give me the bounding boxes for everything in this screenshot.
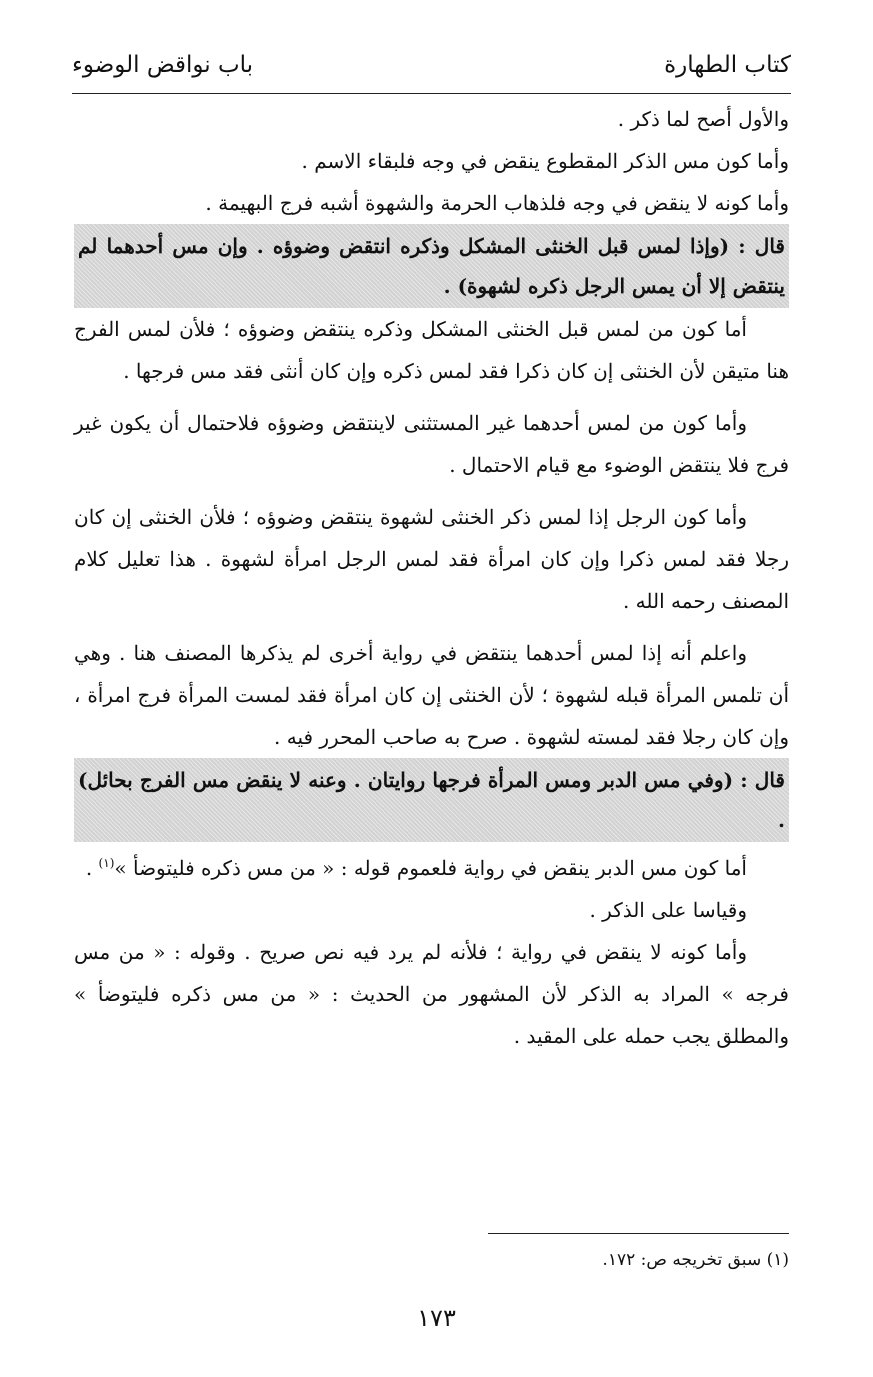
- running-header: [72, 50, 791, 90]
- page-number: ١٧٣: [417, 1304, 456, 1332]
- quoted-matn: قال : (وإذا لمس قبل الخنثى المشكل وذكره انتقض وضوؤه . وإن مس أحدهما لم ينتقض إلا أن يمس الرجل ذكره لشهوة) .: [74, 224, 789, 308]
- paragraph: وقياسا على الذكر .: [589, 898, 747, 922]
- paragraph: وأما كون مس الذكر المقطوع ينقض في وجه فلبقاء الاسم .: [301, 149, 789, 173]
- paragraph-text: أما كون مس الدبر ينقض في رواية فلعموم قوله : « من مس ذكره فليتوضأ »: [114, 856, 747, 880]
- paragraph: وأما كون من لمس أحدهما غير المستثنى لاينتقض وضوؤه فلاحتمال أن يكون غير فرج فلا ينتقض الوضوء مع قيام الاحتمال .: [74, 411, 789, 477]
- paragraph: وأما كون الرجل إذا لمس ذكر الخنثى لشهوة ينتقض وضوؤه ؛ فلأن الخنثى إن كان رجلا فقد لمس ذكرا وإن كان امرأة فقد لمس الرجل امرأة لشهوة . هذا تعليل كلام المصنف رحمه الله .: [74, 505, 789, 613]
- chapter-title: باب نواقض الوضوء: [72, 52, 254, 78]
- book-title: كتاب الطهارة: [664, 52, 791, 78]
- paragraph: وأما كونه لا ينقض في رواية ؛ فلأنه لم يرد فيه نص صريح . وقوله : « من مس فرجه » المراد به الذكر لأن المشهور من الحديث : « من مس ذكره فليتوضأ » والمطلق يجب حمله على المقيد .: [74, 940, 789, 1048]
- page-body: [74, 98, 789, 1057]
- footnote: (١) سبق تخريجه ص: ١٧٢.: [602, 1250, 789, 1270]
- footnote-rule: [488, 1233, 789, 1234]
- paragraph: والأول أصح لما ذكر .: [617, 107, 789, 131]
- paragraph-tail: .: [85, 856, 99, 880]
- paragraph: [74, 842, 789, 889]
- paragraph: واعلم أنه إذا لمس أحدهما ينتقض في رواية أخرى لم يذكرها المصنف هنا . وهي أن تلمس المرأة قبله لشهوة ؛ لأن الخنثى إن كان امرأة فقد لمست المرأة فرج امرأة ، وإن كان رجلا فقد لمسته لشهوة . صرح به صاحب المحرر فيه .: [74, 641, 789, 749]
- paragraph: أما كون من لمس قبل الخنثى المشكل وذكره ينتقض وضوؤه ؛ فلأن لمس الفرج هنا متيقن لأن الخنثى إن كان ذكرا فقد لمس ذكره وإن كان أنثى فقد مس فرجها .: [74, 317, 789, 383]
- paragraph: وأما كونه لا ينقض في وجه فلذهاب الحرمة والشهوة أشبه فرج البهيمة .: [205, 191, 789, 215]
- header-rule: [72, 93, 791, 94]
- quoted-matn: قال : (وفي مس الدبر ومس المرأة فرجها روايتان . وعنه لا ينقض مس الفرج بحائل) .: [74, 758, 789, 842]
- footnote-ref: (١): [98, 856, 115, 870]
